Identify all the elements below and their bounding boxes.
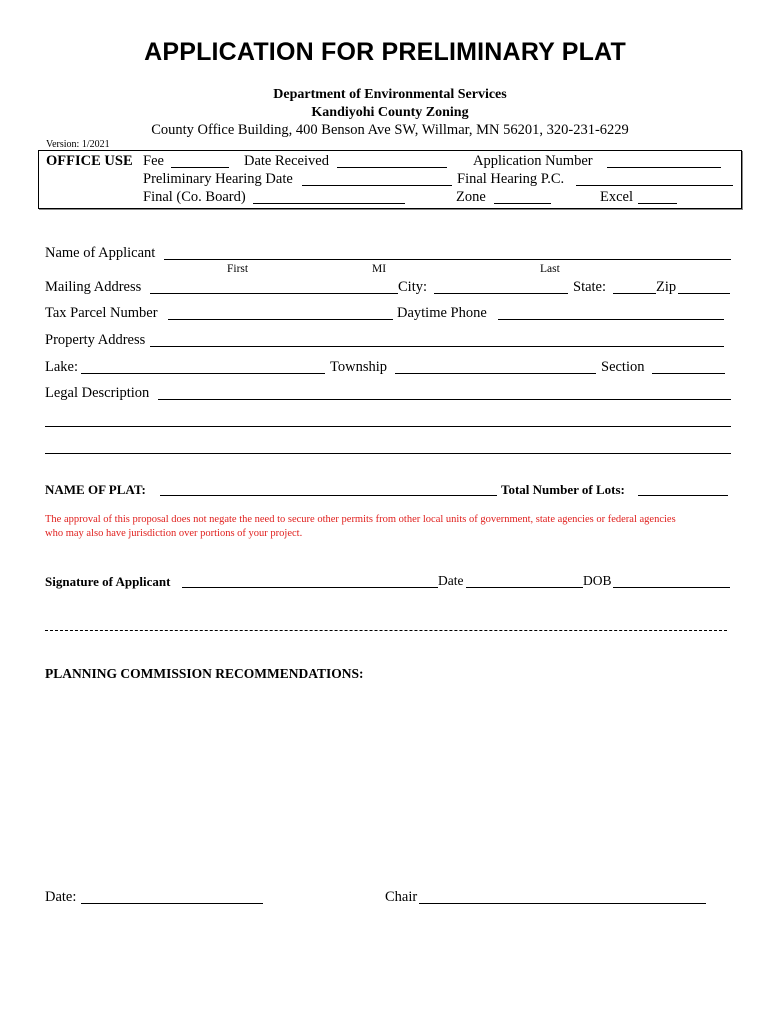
date-received-label: Date Received [244, 153, 329, 169]
permit-notice-line-2: who may also have jurisdiction over portions of your project. [45, 528, 303, 539]
application-number-label: Application Number [473, 153, 593, 169]
office-address: County Office Building, 400 Benson Ave SW, Willmar, MN 56201, 320-231-6229 [151, 122, 629, 138]
final-hearing-pc-field[interactable] [576, 185, 733, 186]
zone-field[interactable] [494, 203, 551, 204]
total-lots-field[interactable] [638, 495, 728, 496]
zip-label: Zip [656, 279, 677, 295]
permit-notice-line-1: The approval of this proposal does not negate the need to secure other permits from other local units of government, state agencies or federal agencies [45, 514, 676, 525]
signature-date-field[interactable] [466, 587, 583, 588]
zip-field[interactable] [678, 293, 730, 294]
fee-label: Fee [143, 153, 164, 169]
daytime-phone-label: Daytime Phone [397, 305, 487, 321]
date-received-field[interactable] [337, 167, 447, 168]
zone-label: Zone [456, 189, 486, 205]
department-name: Department of Environmental Services [273, 87, 507, 102]
section-divider [45, 630, 727, 631]
daytime-phone-field[interactable] [498, 319, 724, 320]
excel-label: Excel [600, 189, 634, 205]
tax-parcel-label: Tax Parcel Number [45, 305, 158, 321]
name-of-plat-field[interactable] [160, 495, 497, 496]
section-field[interactable] [652, 373, 725, 374]
township-field[interactable] [395, 373, 596, 374]
final-co-board-field[interactable] [253, 203, 405, 204]
last-name-caption: Last [540, 263, 560, 275]
dob-label: DOB [583, 573, 612, 588]
office-use-label: OFFICE USE [46, 153, 133, 169]
preliminary-hearing-date-field[interactable] [302, 185, 452, 186]
lake-label: Lake: [45, 359, 79, 375]
mailing-address-field[interactable] [150, 293, 398, 294]
county-name: Kandiyohi County Zoning [311, 105, 469, 120]
planning-commission-heading: PLANNING COMMISSION RECOMMENDATIONS: [45, 666, 364, 681]
state-field[interactable] [613, 293, 656, 294]
tax-parcel-field[interactable] [168, 319, 393, 320]
applicant-name-field[interactable] [164, 259, 731, 260]
commission-date-label: Date: [45, 889, 77, 905]
dob-field[interactable] [613, 587, 730, 588]
signature-field[interactable] [182, 587, 438, 588]
lake-field[interactable] [81, 373, 325, 374]
page-title: APPLICATION FOR PRELIMINARY PLAT [144, 38, 626, 66]
excel-field[interactable] [638, 203, 677, 204]
legal-description-label: Legal Description [45, 385, 150, 401]
signature-label: Signature of Applicant [45, 574, 171, 589]
signature-date-label: Date [438, 573, 464, 588]
final-co-board-label: Final (Co. Board) [143, 189, 246, 205]
fee-field[interactable] [171, 167, 229, 168]
township-label: Township [330, 359, 387, 375]
application-number-field[interactable] [607, 167, 721, 168]
mailing-address-label: Mailing Address [45, 279, 142, 295]
legal-description-field-2[interactable] [45, 426, 731, 427]
chair-label: Chair [385, 889, 418, 905]
property-address-label: Property Address [45, 332, 146, 348]
chair-signature-field[interactable] [419, 903, 706, 904]
section-label: Section [601, 359, 645, 375]
state-label: State: [573, 279, 607, 295]
city-label: City: [398, 279, 428, 295]
legal-description-field-1[interactable] [158, 399, 731, 400]
middle-initial-caption: MI [372, 263, 387, 275]
commission-date-field[interactable] [81, 903, 263, 904]
name-of-applicant-label: Name of Applicant [45, 245, 156, 261]
final-hearing-pc-label: Final Hearing P.C. [457, 171, 565, 187]
preliminary-hearing-date-label: Preliminary Hearing Date [143, 171, 293, 187]
property-address-field[interactable] [150, 346, 724, 347]
legal-description-field-3[interactable] [45, 453, 731, 454]
name-of-plat-label: NAME OF PLAT: [45, 482, 146, 497]
city-field[interactable] [434, 293, 568, 294]
total-lots-label: Total Number of Lots: [501, 482, 625, 497]
version-label: Version: 1/2021 [46, 139, 110, 150]
first-name-caption: First [227, 263, 249, 275]
